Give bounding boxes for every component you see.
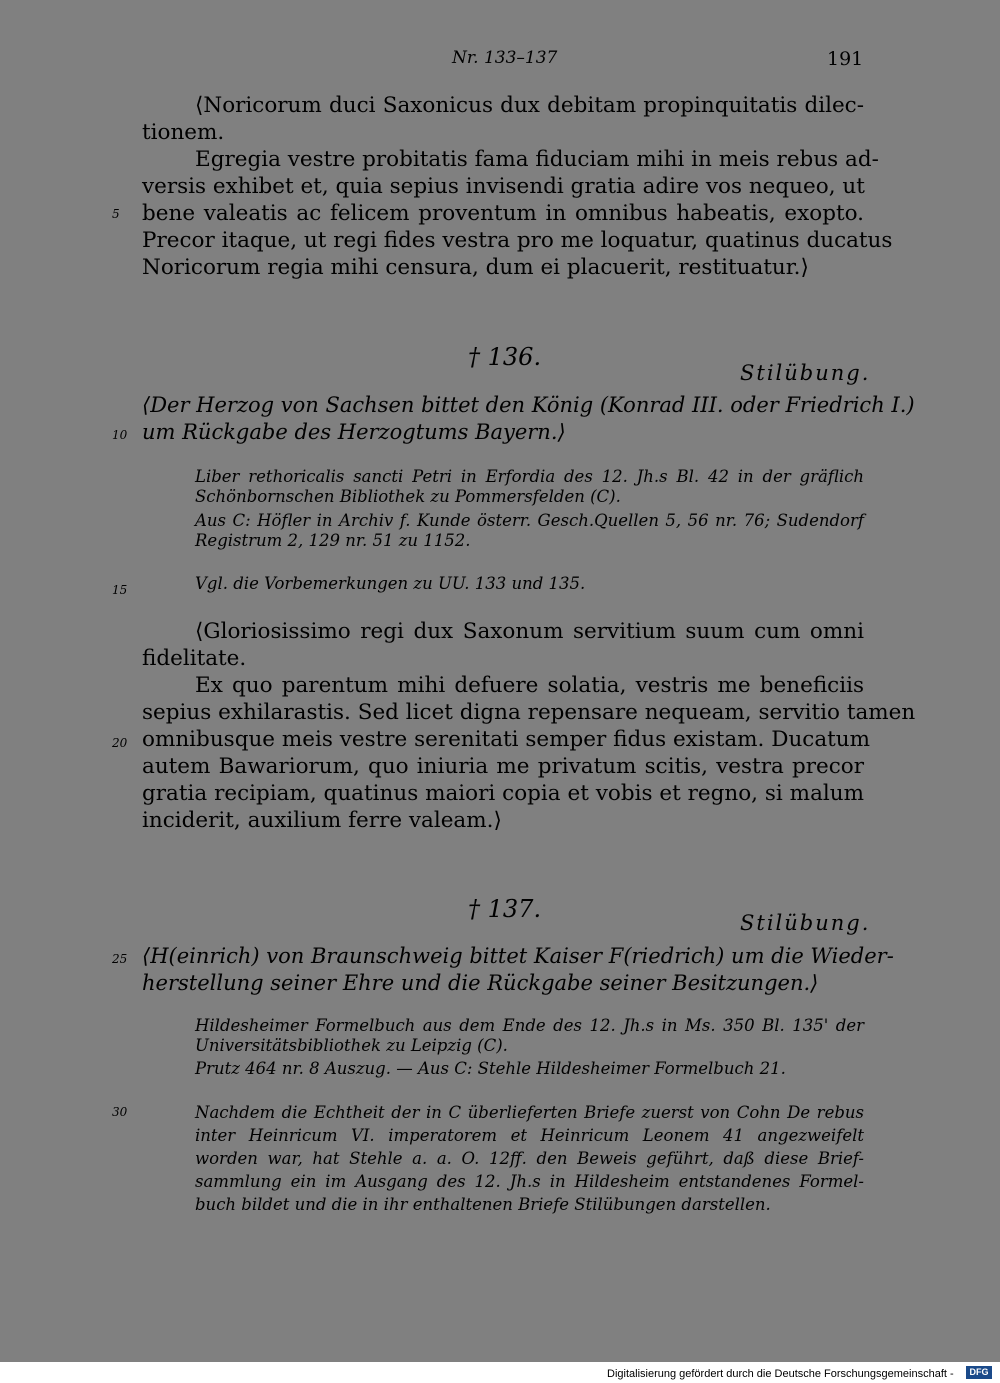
doc136-number: † 136.: [468, 343, 542, 371]
doc137-note-line-1: Nachdem die Echtheit der in C überlieferten Briefe zuerst von Cohn De rebus: [195, 1103, 864, 1122]
doc135-line-2: tionem.: [142, 120, 225, 145]
doc137-heading-line-1: ⟨H(einrich) von Braunschweig bittet Kaiser F(riedrich) um die Wieder-: [142, 944, 894, 968]
line-number-10: 10: [112, 428, 128, 442]
doc136-text-line-4: sepius exhilarastis. Sed licet digna repensare nequeam, servitio tamen: [142, 700, 916, 725]
funding-footer: Digitalisierung gefördert durch die Deutsche Forschungsgemeinschaft -: [607, 1368, 954, 1380]
line-number-30: 30: [112, 1105, 128, 1119]
doc137-source-line-3: Prutz 464 nr. 8 Auszug. — Aus C: Stehle Hildesheimer Formelbuch 21.: [195, 1059, 786, 1078]
line-number-20: 20: [112, 736, 128, 750]
doc137-type: Stilübung.: [740, 911, 871, 935]
line-number-5: 5: [112, 207, 120, 221]
doc137-note-line-3: worden war, hat Stehle a. a. O. 12ff. den Beweis geführt, daß diese Brief-: [195, 1149, 864, 1168]
doc135-line-4: versis exhibet et, quia sepius invisendi gratia adire vos nequeo, ut: [142, 174, 865, 199]
doc137-source-line-1: Hildesheimer Formelbuch aus dem Ende des 12. Jh.s in Ms. 350 Bl. 135' der: [195, 1016, 864, 1035]
doc137-heading-line-2: herstellung seiner Ehre und die Rückgabe seiner Besitzungen.⟩: [142, 971, 819, 995]
line-number-15: 15: [112, 583, 128, 597]
doc137-source-line-2: Universitätsbibliothek zu Leipzig (C).: [195, 1036, 508, 1055]
doc137-note-line-2: inter Heinricum VI. imperatorem et Heinricum Leonem 41 angezweifelt: [195, 1126, 864, 1145]
doc135-line-3: Egregia vestre probitatis fama fiduciam mihi in meis rebus ad-: [195, 147, 879, 172]
doc136-text-line-3: Ex quo parentum mihi defuere solatia, vestris me beneficiis: [195, 673, 864, 698]
doc136-text-line-5: omnibusque meis vestre serenitati semper fidus existam. Ducatum: [142, 727, 871, 752]
doc136-heading-line-2: um Rückgabe des Herzogtums Bayern.⟩: [142, 420, 566, 444]
doc136-source-line-4: Registrum 2, 129 nr. 51 zu 1152.: [195, 531, 471, 550]
doc136-source-line-3: Aus C: Höfler in Archiv f. Kunde österr. Gesch.Quellen 5, 56 nr. 76; Sudendorf: [195, 511, 864, 530]
doc136-text-line-1: ⟨Gloriosissimo regi dux Saxonum servitium suum cum omni: [195, 619, 864, 644]
page-number: 191: [827, 48, 864, 70]
dfg-logo-icon: DFG: [966, 1366, 992, 1379]
doc136-text-line-7: gratia recipiam, quatinus maiori copia et vobis et regno, si malum: [142, 781, 864, 806]
doc136-source-line-1: Liber rethoricalis sancti Petri in Erfordia des 12. Jh.s Bl. 42 in der gräflich: [195, 467, 864, 486]
line-number-25: 25: [112, 952, 128, 966]
doc137-note-line-5: buch bildet und die in ihr enthaltenen Briefe Stilübungen darstellen.: [195, 1195, 771, 1214]
doc135-line-1: ⟨Noricorum duci Saxonicus dux debitam propinquitatis dilec-: [195, 93, 864, 118]
doc136-text-line-6: autem Bawariorum, quo iniuria me privatum scitis, vestra precor: [142, 754, 864, 779]
doc136-text-line-2: fidelitate.: [142, 646, 247, 671]
doc135-line-7: Noricorum regia mihi censura, dum ei placuerit, restituatur.⟩: [142, 255, 809, 280]
doc136-note: Vgl. die Vorbemerkungen zu UU. 133 und 135.: [195, 574, 586, 593]
doc135-line-6: Precor itaque, ut regi fides vestra pro me loquatur, quatinus ducatus: [142, 228, 893, 253]
running-head-title: Nr. 133–137: [452, 48, 558, 68]
doc136-source-line-2: Schönbornschen Bibliothek zu Pommersfelden (C).: [195, 487, 621, 506]
doc137-number: † 137.: [468, 895, 542, 923]
doc137-note-line-4: sammlung ein im Ausgang des 12. Jh.s in Hildesheim entstandenes Formel-: [195, 1172, 864, 1191]
doc135-line-5: bene valeatis ac felicem proventum in omnibus habeatis, exopto.: [142, 201, 864, 226]
doc136-text-line-8: inciderit, auxilium ferre valeam.⟩: [142, 808, 502, 833]
doc136-heading-line-1: ⟨Der Herzog von Sachsen bittet den König (Konrad III. oder Friedrich I.): [142, 393, 915, 417]
doc136-type: Stilübung.: [740, 361, 871, 385]
